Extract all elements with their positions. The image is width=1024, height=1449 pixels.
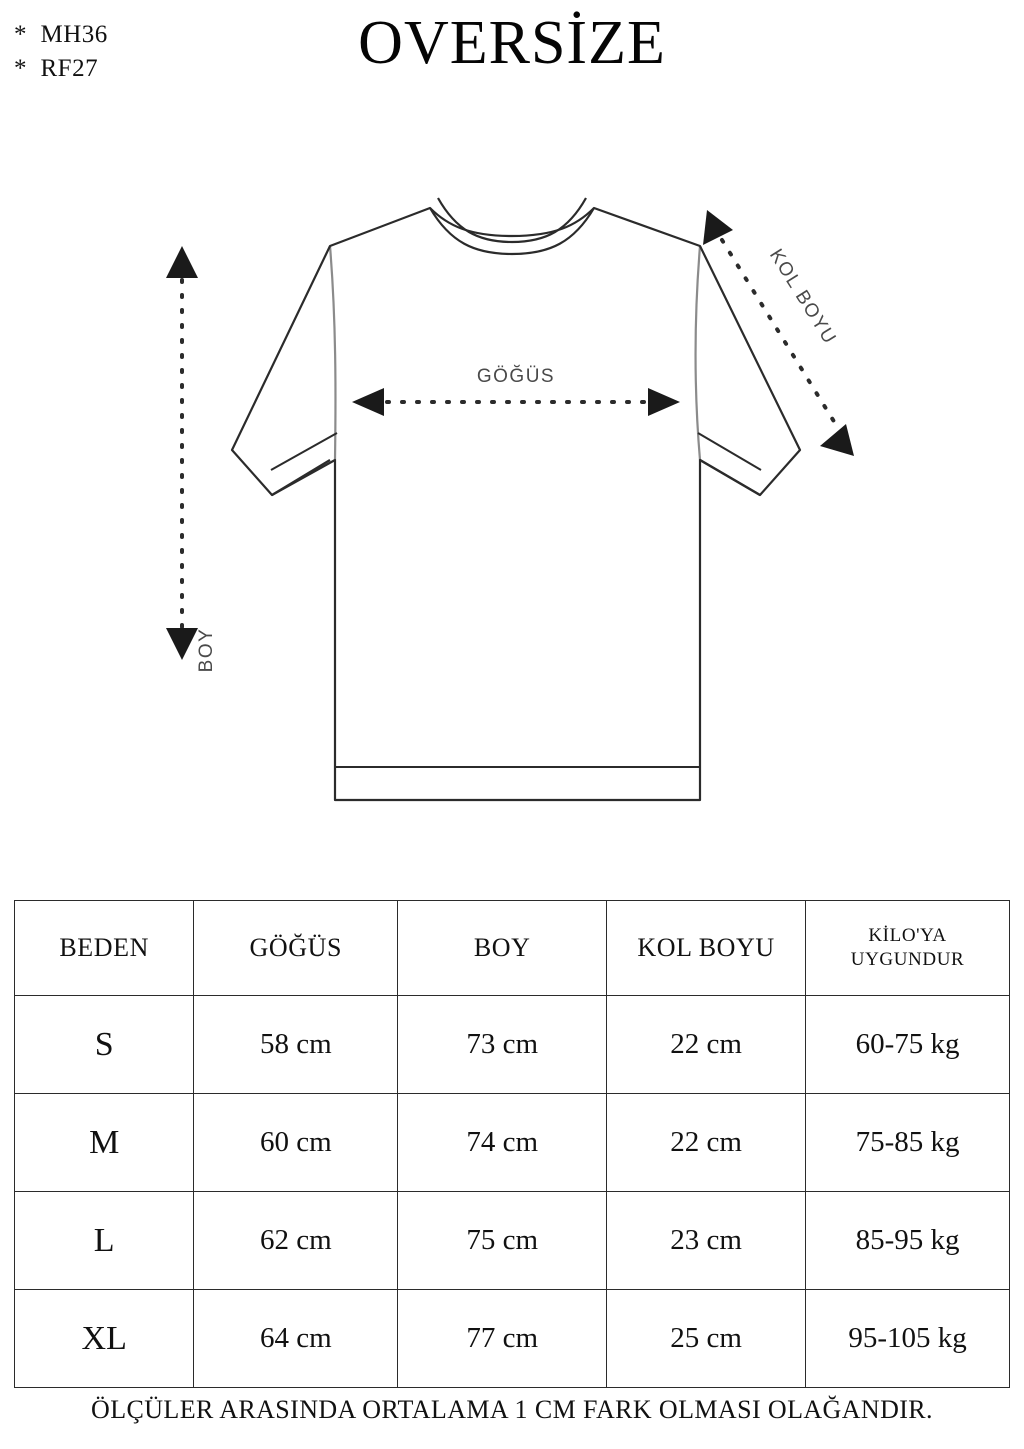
cell-kol-boyu: 25 cm bbox=[607, 1290, 806, 1388]
cell-boy: 73 cm bbox=[398, 996, 607, 1094]
cell-beden: S bbox=[15, 996, 194, 1094]
size-table bbox=[14, 900, 1010, 1388]
length-label: BOY bbox=[196, 627, 217, 673]
cell-gogus: 64 cm bbox=[194, 1290, 398, 1388]
column-header-kol-boyu: KOL BOYU bbox=[607, 901, 806, 996]
footnote-text: ÖLÇÜLER ARASINDA ORTALAMA 1 CM FARK OLMASI OLAĞANDIR. bbox=[91, 1395, 933, 1424]
cell-gogus: 62 cm bbox=[194, 1192, 398, 1290]
cell-boy: 74 cm bbox=[398, 1094, 607, 1192]
cell-kol-boyu: 23 cm bbox=[607, 1192, 806, 1290]
table-row bbox=[15, 996, 1010, 1094]
tshirt-outline bbox=[232, 198, 800, 800]
cell-beden: L bbox=[15, 1192, 194, 1290]
cell-kilo: 85-95 kg bbox=[806, 1192, 1010, 1290]
product-code-1: * MH36 bbox=[14, 21, 108, 48]
sleeve-label: KOL BOYU bbox=[765, 245, 841, 349]
column-header-kilo-line2: UYGUNDUR bbox=[850, 949, 965, 970]
page-title: OVERSİZE bbox=[358, 9, 666, 77]
cell-kol-boyu: 22 cm bbox=[607, 996, 806, 1094]
chest-label: GÖĞÜS bbox=[476, 366, 556, 387]
table-row bbox=[15, 1192, 1010, 1290]
cell-beden: M bbox=[15, 1094, 194, 1192]
cell-boy: 77 cm bbox=[398, 1290, 607, 1388]
table-row bbox=[15, 1094, 1010, 1192]
table-header-row bbox=[15, 901, 1010, 996]
column-header-gogus: GÖĞÜS bbox=[194, 901, 398, 996]
product-code-2: * RF27 bbox=[14, 54, 99, 82]
size-table-container bbox=[14, 900, 1010, 1388]
cell-beden: XL bbox=[15, 1290, 194, 1388]
cell-kol-boyu: 22 cm bbox=[607, 1094, 806, 1192]
column-header-kilo bbox=[806, 901, 1010, 996]
cell-gogus: 58 cm bbox=[194, 996, 398, 1094]
sleeve-measure-arrow bbox=[703, 210, 854, 456]
column-header-boy: BOY bbox=[398, 901, 607, 996]
cell-boy: 75 cm bbox=[398, 1192, 607, 1290]
column-header-kilo-line1: KİLO'YA bbox=[868, 925, 947, 947]
cell-kilo: 60-75 kg bbox=[806, 996, 1010, 1094]
cell-gogus: 60 cm bbox=[194, 1094, 398, 1192]
column-header-beden: BEDEN bbox=[15, 901, 194, 996]
chest-measure-arrow bbox=[352, 365, 680, 416]
tshirt-illustration bbox=[0, 150, 1024, 890]
cell-kilo: 95-105 kg bbox=[806, 1290, 1010, 1388]
table-row bbox=[15, 1290, 1010, 1388]
cell-kilo: 75-85 kg bbox=[806, 1094, 1010, 1192]
length-measure-arrow bbox=[166, 246, 217, 672]
